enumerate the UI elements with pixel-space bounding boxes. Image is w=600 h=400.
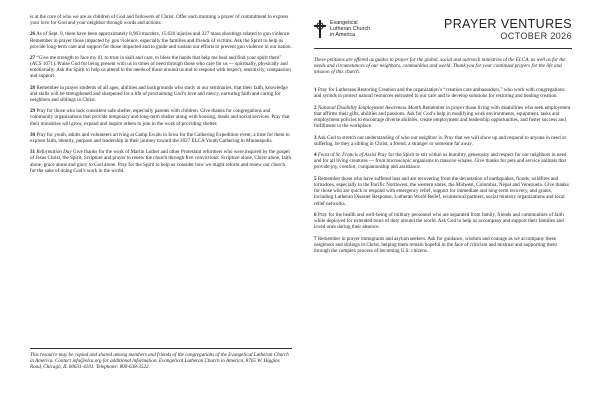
entry-text: Remember in prayer those living with disabilities who seek employment that affirms their gifts, abilities and passions. Ask for God’s help in modifying work environments, equipment, tasks and employment policies to encourage diverse abilities, create employment and leadership opportunities, and foster success and fulfillment in the workplace. xyxy=(314,104,571,130)
prayer-entry xyxy=(30,149,292,174)
page-subtitle: OCTOBER 2026 xyxy=(500,31,572,41)
entry-number: 29 xyxy=(30,108,36,115)
prayer-entry xyxy=(314,176,572,207)
entry-text: Pray for Lutherans Restoring Creation and the organization’s “creation care ambassadors,” who work with congregations and synods to protect natural resources entrusted to our care and to develop solutions for restoring and healing creation. xyxy=(314,87,565,100)
entry-text: Pray for the Spirit to stir within us humility, generosity and respect for our neighbors in need and for all living creatures — from microscopic organisms to massive whales. Give thanks for pets and service animals that provide joy, comfort, companionship and assistance. xyxy=(314,152,567,171)
prayer-entry xyxy=(30,132,292,144)
logo-line: in America xyxy=(330,32,356,38)
header-divider xyxy=(314,48,572,49)
entry-text: Remember those who have suffered loss and are recovering from the devastation of earthquakes, floods, wildfires and tornadoes, especially in the Pacific Northwest, the western states, the Midwest, Colombia, Nepal and Venezuela. Give thanks for those who are quick to respond with emergency relief, support for immediate and long-term recovery, and grants, including Lutheran Disaster Response, Lutheran World Relief, ecumenical partners, social ministry organizations and local relief networks. xyxy=(314,175,569,207)
title-block xyxy=(444,18,572,42)
entry-number: 1 xyxy=(314,87,317,93)
intro-paragraph: These petitions are offered as guides to prayer for the global, social and outreach ministries of the ELCA, as well as for the needs and circumstances of our neighbors, communities and world. Thank you for your continued prayers for the life and mission of this church. xyxy=(314,57,566,76)
entry-number: 26 xyxy=(30,31,36,38)
prayer-entry xyxy=(30,85,292,103)
entry-number: 28 xyxy=(30,84,36,91)
entry-number: 31 xyxy=(30,149,36,156)
entry-text: “Give me strength to face my ill, to trust in skill and care, to bless the hands that help me heal and find your spirit there” (ACS 1071). Praise God for being present with us in times of need through those who care for us — spiritually, physically and emotionally. Ask the Spirit to help us attend to the needs of those around us and to respond with respect, sensitivity, compassion and support. xyxy=(30,54,291,80)
entry-number: 3 xyxy=(314,134,317,141)
entry-observance: National Disability Employment Awareness Month xyxy=(317,104,422,111)
entry-number: 2 xyxy=(314,104,317,111)
entry-text: Ask God to stretch our understanding of who our neighbor is. Pray that we will show up and respond to anyone in need or suffering, be they a sibling in Christ, a friend, a stranger or someone far away. xyxy=(314,134,567,147)
prayer-entry xyxy=(30,55,292,80)
entry-text: As of Sept. 8, there have been approximately 8,963 murders, 15,620 injuries and 327 mass shootings related to gun violence. Remember in prayer those impacted by gun violence, especially the families and friends of victims. Ask the Spirit to help us provide long-term care and support for those impacted and to guide and sustain our efforts to prevent gun violence in our nation. xyxy=(30,31,292,50)
entry-text: Give thanks for the work of Martin Luther and other Protestant reformers who were inspired by the gospel of Jesus Christ, the Spirit, Scripture and prayer to renew the church through five convictions: Scripture alone, Christ alone, faith alone, grace alone and glory to God alone. Pray for the Spirit to help us consider how we might reform and renew our church for the sake of doing God’s work in the world. xyxy=(30,149,291,174)
entry-number: 30 xyxy=(30,131,36,138)
entry-observance: Feast of St. Francis of Assisi xyxy=(317,152,377,159)
left-column xyxy=(30,0,292,400)
prayer-entry xyxy=(314,152,572,170)
prayer-entry xyxy=(314,212,572,230)
entry-text: Pray for youth, adults and volunteers arriving at Camp Ewalu in Iowa for the Gathering Expedition event, a time for them to explore faith, identity, purpose and leadership in their journey toward the 2027 ELCA Youth Gathering in Minneapolis. xyxy=(30,131,290,144)
prayer-entry xyxy=(314,236,572,254)
prayer-entry xyxy=(314,87,572,99)
entry-number: 27 xyxy=(30,54,36,61)
right-column xyxy=(314,0,572,400)
entry-text: Remember in prayer immigrants and asylum seekers. Ask for guidance, wisdom and courage as we accompany these neighbors and siblings in Christ, helping them remain hopeful in the face of criticism and mistrust and supporting them through the complex process of becoming U.S. citizens. xyxy=(314,235,557,255)
entry-text: Remember in prayer students of all ages, abilities and backgrounds who study at our seminaries, that their faith, knowledge and skills will be strengthened and sharpened for a life of proclaiming God’s love and mercy, nurturing faith and caring for neighbors and siblings in Christ. xyxy=(30,84,288,103)
footer-divider xyxy=(30,348,292,349)
entry-text: Pray for those who lack consistent safe shelter, especially parents with children. Give thanks for congregations and community organizations that provide temporary and long-term shelter along with housing, meals and social services. Pray that their ministries will grow, expand and inspire others to join in the work of providing shelter. xyxy=(30,108,290,127)
elca-logo xyxy=(314,18,434,44)
entry-number: 4 xyxy=(314,152,317,159)
prayer-entry xyxy=(30,31,292,49)
entry-number: 5 xyxy=(314,175,317,182)
entry-number: 7 xyxy=(314,235,317,242)
logo-line: Lutheran Church xyxy=(330,26,371,32)
prayer-entry xyxy=(314,135,572,147)
copyright-footer: This resource may be copied and shared among members and friends of the congregations of the Evangelical Lutheran Church in America. Contact info@elca.org for additional information. Evangelical Lutheran Church in America, 8765 W. Higgins Road, Chicago, IL 60631-4101. Telephone: 800-638-3522. xyxy=(30,352,289,371)
logo-line: Evangelical xyxy=(330,20,358,26)
page-title: PRAYER VENTURES xyxy=(443,17,572,31)
entry-text: Pray for the health and well-being of military personnel who are separated from family, friends and communities of faith while deployed for extended tours of duty around the world. Ask God to help us accompany and support their families and loved ones during their absence. xyxy=(314,211,564,231)
prayer-entry xyxy=(30,108,292,126)
prayer-entry xyxy=(314,105,572,130)
left-entry-list xyxy=(30,31,292,173)
entry-observance: Reformation Day xyxy=(36,149,72,156)
entry-number: 6 xyxy=(314,211,317,218)
continued-entry: is at the core of who we are as children of God and followers of Christ. Offer each morning a prayer of commitment to express your love for God and your neighbor through words and actions. xyxy=(30,14,289,27)
logo-wordmark xyxy=(330,20,370,38)
cross-logo-icon xyxy=(314,20,326,38)
right-entry-list xyxy=(314,87,572,260)
